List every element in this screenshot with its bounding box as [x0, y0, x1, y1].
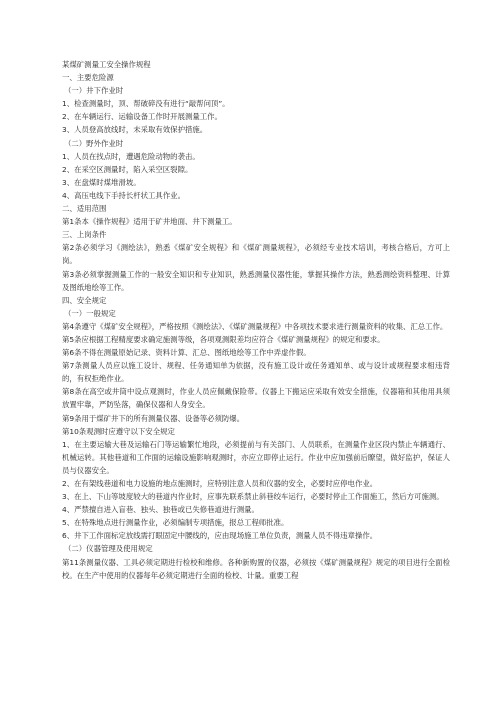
article-7: 第7条测量人员应以施工设计、规程、任务通知单为依据，没有施工设计或任务通知单、或与设计或规程要求相违背的，有权拒绝作业。 [62, 361, 450, 384]
document-page [62, 58, 450, 582]
subheading-general: （一）一般规定 [64, 308, 116, 318]
section-heading-hazards: 一、主要危险源 [62, 73, 114, 83]
hazard-item: 1、检查测量时，顶、帮破碎没有进行“敲帮问顶”。 [62, 99, 230, 109]
article-8: 第8条在高空或井筒中设点观测时，作业人员应佩戴保险带。仪器上下搬运应采取有效安全措施，仪器箱和其他用具须放置牢靠，严防坠落，确保仪器和人身安全。 [62, 387, 450, 410]
article-1: 第1条本《操作规程》适用于矿井地面、井下测量工。 [62, 217, 237, 227]
article-9: 第9条用于煤矿井下的所有测量仪器、设备等必须防爆。 [62, 413, 245, 423]
article-3: 第3条必须掌握测量工作的一般安全知识和专业知识，熟悉测量仪器性能，掌握其操作方法，熟悉测绘资料整理、计算及图纸地绘等工作。 [62, 269, 450, 292]
article-6: 第6条不得在测量原始记录、资料计算、汇总、图纸地绘等工作中弄虚作假。 [62, 348, 311, 358]
hazard-item: 4、高压电线下手持长杆状工具作业。 [62, 190, 185, 200]
hazard-item: 3、在盘煤时煤堆滑坡。 [62, 177, 141, 187]
article-4: 第4条遵守《煤矿安全规程》，严格按照《测绘法》、《煤矿测量规程》中各项技术要求进行测量资料的收集、汇总工作。 [62, 321, 448, 331]
section-heading-qualifications: 三、上岗条件 [62, 230, 107, 240]
article-10-item: 2、在有架线巷道和电力设施的地点施测时，应特别注意人员和仪器的安全，必要时应停电作业。 [62, 479, 378, 488]
document-title: 某煤矿测量工安全操作规程 [62, 60, 151, 69]
article-10: 第10条观测时应遵守以下安全规定 [62, 426, 175, 436]
section-heading-scope: 二、适用范围 [62, 204, 107, 214]
subheading-instruments: （二）仪器管理及使用规定 [64, 544, 153, 554]
hazard-item: 2、在车辆运行、运输设备工作时开展测量工作。 [62, 112, 222, 122]
article-10-item: 3、在上、下山等坡度较大的巷道内作业时，应事先联系禁止斜巷绞车运行，必要时停止工作面施工，然后方可施测。 [62, 492, 444, 502]
article-10-item: 1、在主要运输大巷及运输石门等运输繁忙地段，必须提前与有关部门、人员联系，在测量作业区段内禁止车辆通行、机械运转。其他巷道和工作面的运输设施影响观测时，亦应立即停止运行。作业中应加强前后瞭望，做好监护，保证人员与仪器安全。 [62, 439, 450, 475]
article-11: 第11条测量仪器、工具必须定期进行检校和维修。各种新购置的仪器，必须按《煤矿测量规程》规定的项目进行全面检校。在生产中使用的仪器每年必须定期进行全面的检校、计量。重要工程 [62, 557, 450, 580]
article-2: 第2条必须学习《测绘法》，熟悉《煤矿安全规程》和《煤矿测量规程》，必须经专业技术培训，考核合格后，方可上岗。 [62, 243, 450, 266]
hazard-item: 2、在采空区测量时，陷入采空区裂隙。 [62, 164, 193, 174]
subheading-underground: （一）井下作业时 [64, 86, 124, 96]
hazard-item: 1、人员在找点时，遭遇危险动物的袭击。 [62, 151, 200, 161]
hazard-item: 3、人员登高放线时，未采取有效保护措施。 [62, 125, 208, 135]
article-10-item: 5、在特殊地点进行测量作业，必须编制专项措施，报总工程师批准。 [62, 518, 289, 528]
article-10-item: 4、严禁擅自进入盲巷、独头、独巷或已失修巷道进行测量。 [62, 505, 259, 515]
article-5: 第5条应根据工程精度要求确定施测等级，各项观测限差均应符合《煤矿测量规程》的规定和要求。 [62, 334, 385, 344]
subheading-field: （二）野外作业时 [64, 138, 124, 148]
section-heading-safety-rules: 四、安全规定 [62, 295, 107, 305]
article-10-item: 6、井下工作面标定放线需打眼固定中腰线的，应由现场施工单位负责，测量人员不得违章操作。 [62, 531, 378, 541]
